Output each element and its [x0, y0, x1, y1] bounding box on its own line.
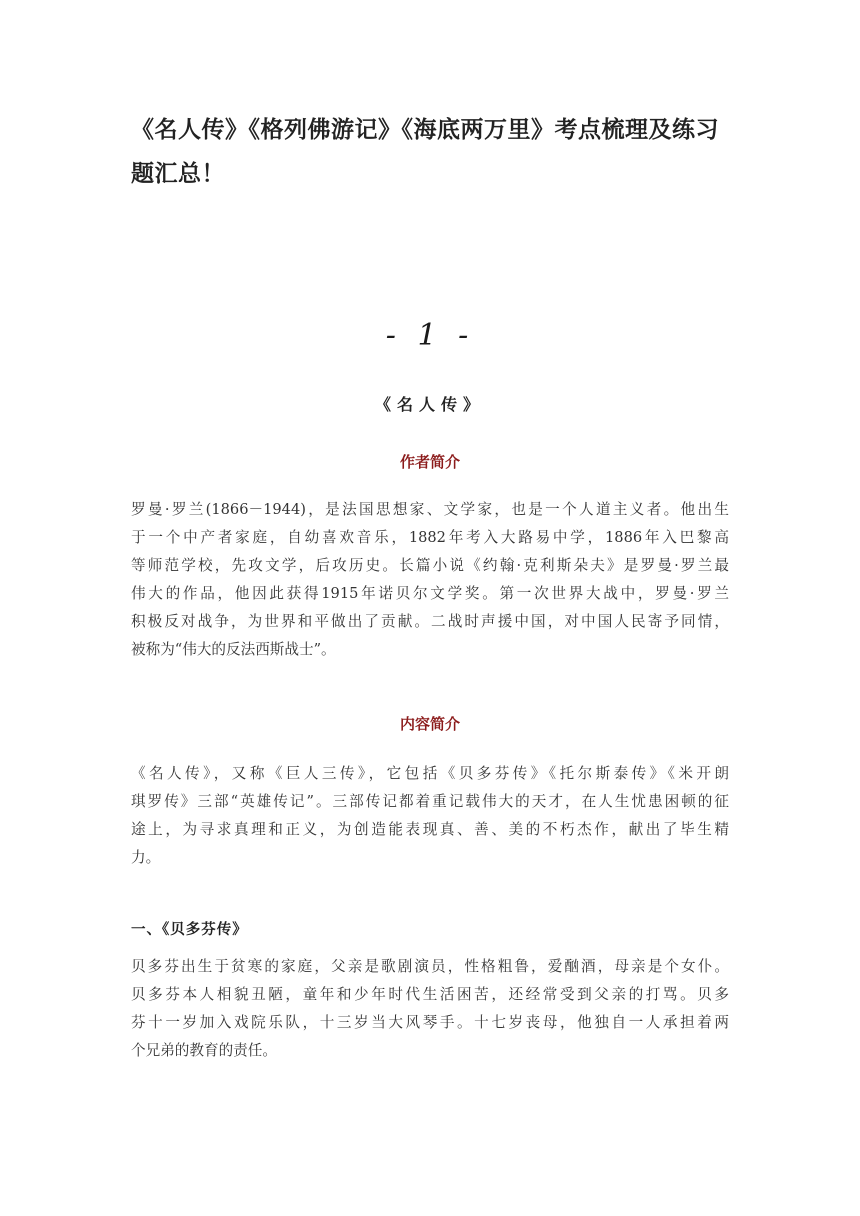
paragraph-line: 等师范学校，先攻文学，后攻历史。长篇小说《约翰·克利斯朵夫》是罗曼·罗兰最 — [131, 557, 729, 574]
paragraph-line: 个兄弟的教育的责任。 — [131, 1042, 277, 1059]
paragraph-line: 《名人传》，又称《巨人三传》，它包括《贝多芬传》《托尔斯泰传》《米开朗 — [131, 765, 729, 782]
paragraph-line: 贝多芬本人相貌丑陋，童年和少年时代生活困苦，还经常受到父亲的打骂。贝多 — [131, 986, 729, 1003]
paragraph-line: 伟大的作品，他因此获得1915年诺贝尔文学奖。第一次世界大战中，罗曼·罗兰 — [131, 585, 729, 602]
content-heading: 内容简介 — [399, 715, 460, 733]
author-heading: 作者简介 — [399, 453, 460, 471]
chapter-paragraph — [131, 953, 729, 1065]
chapter-heading: 一、《贝多芬传》 — [131, 922, 248, 938]
paragraph-line: 琪罗传》三部“英雄传记”。三部传记都着重记载伟大的天才，在人生忧患困顿的征 — [131, 793, 729, 810]
paragraph-line: 被称为“伟大的反法西斯战士”。 — [131, 641, 336, 658]
paragraph-line: 于一个中产者家庭，自幼喜欢音乐，1882年考入大路易中学，1886年入巴黎高 — [131, 529, 729, 546]
paragraph-line: 罗曼·罗兰(1866－1944)，是法国思想家、文学家，也是一个人道主义者。他出生 — [131, 501, 729, 518]
paragraph-line: 力。 — [131, 849, 161, 866]
author-paragraph — [131, 496, 729, 664]
paragraph-line: 途上，为寻求真理和正义，为创造能表现真、善、美的不朽杰作，献出了毕生精 — [131, 821, 729, 838]
book-title: 《名人传》 — [374, 395, 485, 414]
article-title: 《名人传》《格列佛游记》《海底两万里》考点梳理及练习题汇总！ — [131, 117, 719, 187]
paragraph-line: 积极反对战争，为世界和平做出了贡献。二战时声援中国，对中国人民寄予同情， — [131, 613, 729, 630]
section-number: - 1 - — [385, 318, 475, 353]
content-paragraph — [131, 760, 729, 872]
paragraph-line: 芬十一岁加入戏院乐队，十三岁当大风琴手。十七岁丧母，他独自一人承担着两 — [131, 1014, 729, 1031]
paragraph-line: 贝多芬出生于贫寒的家庭，父亲是歌剧演员，性格粗鲁，爱酗酒，母亲是个女仆。 — [131, 958, 729, 975]
